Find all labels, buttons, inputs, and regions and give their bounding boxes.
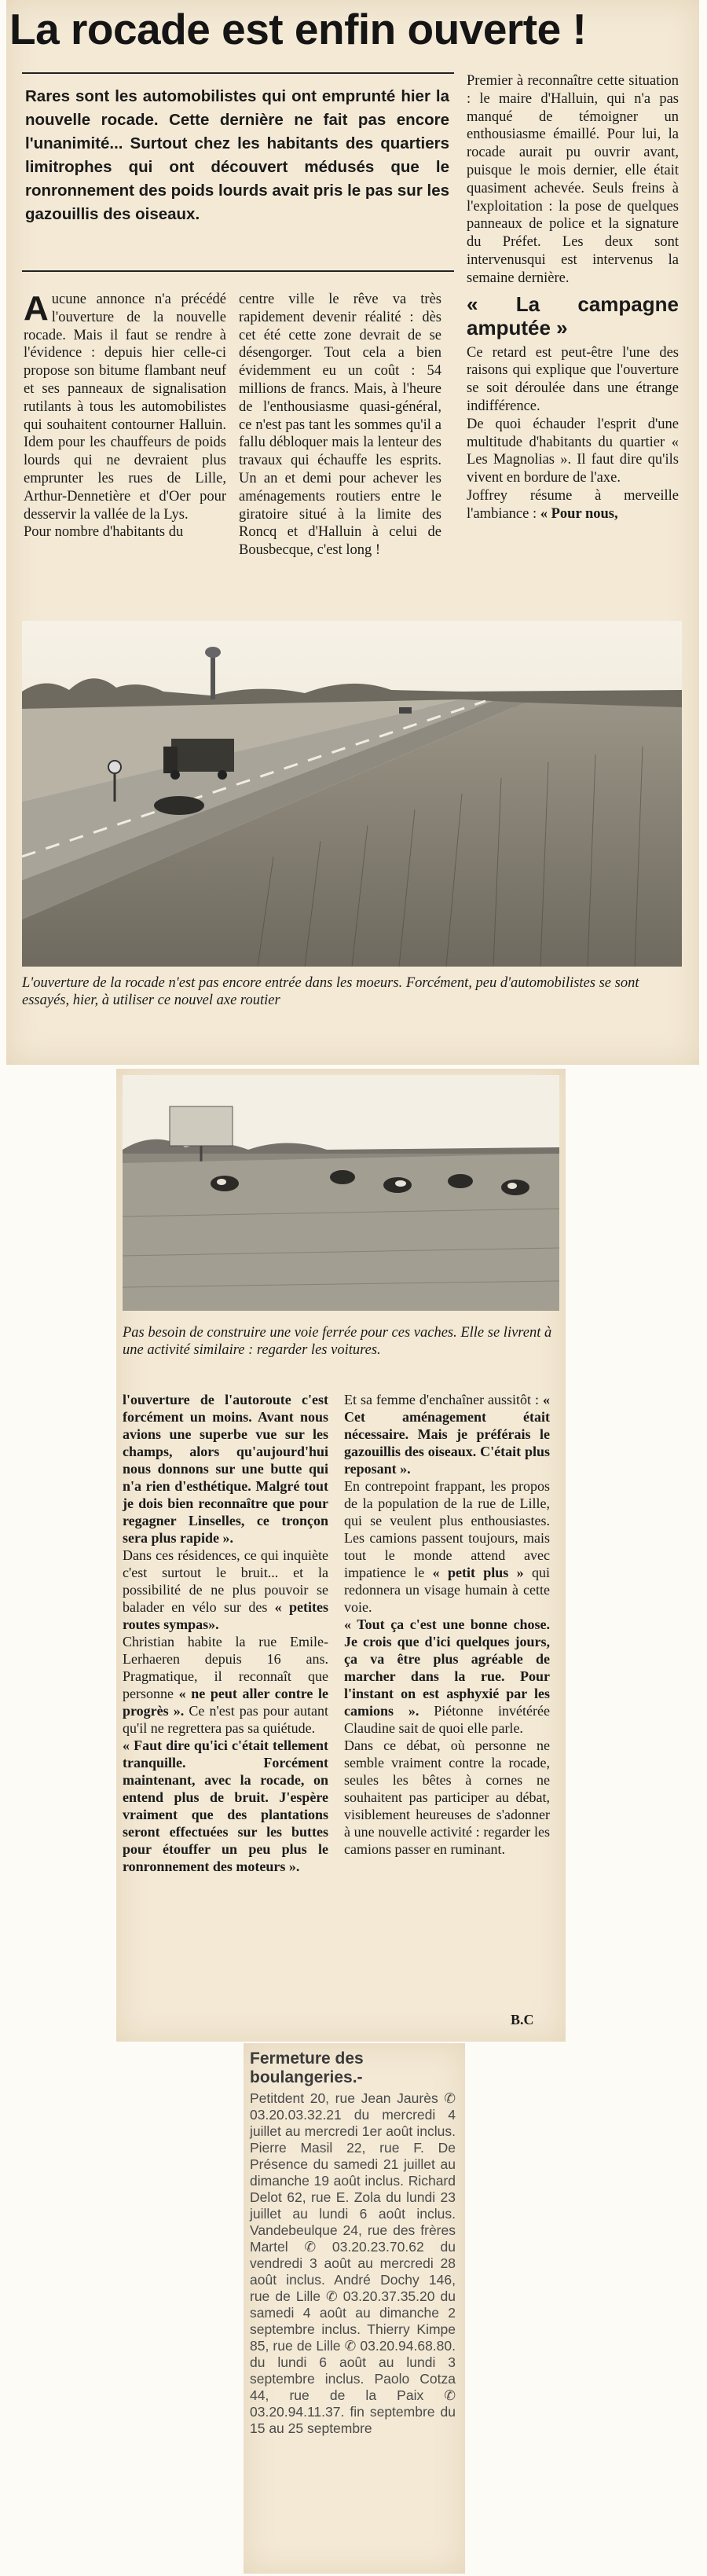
subhead: « La campagne amputée » bbox=[467, 292, 679, 339]
chapo-bottom-rule bbox=[22, 270, 454, 272]
col5-quote-1: « Cet aménagement était nécessaire. Mais je préférais le gazouillis des oiseaux. C'était plus reposant ». bbox=[344, 1392, 550, 1477]
column-4 bbox=[123, 1391, 328, 1875]
col5-quote-3: « Tout ça c'est une bonne chose. Je crois que d'ici quelques jours, ça va être plus agréable de marcher dans la rue. Pour l'instant on est asphyxié par les camions ». bbox=[344, 1616, 550, 1719]
column-2 bbox=[239, 291, 441, 560]
road-photo-caption: L'ouverture de la rocade n'est pas encore entrée dans les moeurs. Forcément, peu d'automobilistes se sont essayés, hier, à utiliser ce nouvel axe routier bbox=[22, 975, 639, 1008]
col3-text: Premier à reconnaître cette situation : le maire d'Halluin, qui n'a pas manqué de témoigner un enthousiasme émaillé. Pour lui, la rocade aurait pu ouvrir avant, puisque le mois dernier, elle était quasiment achevée. Seuls freins à l'exploitation : la pose de quelques panneaux de police et la signature du Préfet. Les deux sont intervenusqui est intervenus la semaine dernière. bbox=[467, 73, 679, 286]
col2-text: centre ville le rêve va très rapidement devenir réalité : dès cet été cette zone devrait de se désengorger. Tout cela a bien évidemment eu un coût : 54 millions de francs. Mais, à l'heure de l'enthousiasme quasi-général, ce n'est pas tant les sommes qu'il a fallu débloquer mais la lenteur des travaux qui échauffe les esprits. Un an et demi pour achever les aménagements routiers entre le giratoire situé à la limite des Roncq et d'Halluin à celui de Bousbecque, c'est long ! bbox=[239, 292, 441, 559]
brief-body: Petitdent 20, rue Jean Jaurès ✆ 03.20.03.32.21 du mercredi 4 juillet au mercredi 1er août inclus. Pierre Masil 22, rue F. De Présence du samedi 21 juillet au dimanche 19 août inclus. Richard Delot 62, rue E. Zola du lundi 23 juillet au lundi 6 août inclus. Vandebeulque 24, rue des frères Martel ✆ 03.20.23.70.62 du vendredi 3 août au mercredi 28 août inclus. André Dochy 146, rue de Lille ✆ 03.20.37.35.20 du samedi 4 août au dimanche 2 septembre inclus. Thierry Kimpe 85, rue de Lille ✆ 03.20.94.68.80. du lundi 6 août au lundi 3 septembre inclus. Paolo Cotza 44, rue de la Paix ✆ 03.20.94.11.37. fin septembre du 15 au 25 septembre bbox=[250, 2090, 456, 2436]
col4-quote-3: « ne peut aller contre le progrès ». bbox=[123, 1686, 328, 1719]
column-1 bbox=[24, 291, 226, 541]
col4-quote-1: l'ouverture de l'autoroute c'est forcément un moins. Avant nous avions une superbe vue sur les champs, alors qu'aujourd'hui nous donnons sur une butte qui n'a rien d'esthétique. Malgré tout je dois bien reconnaître que pour regagner Linselles, ce tronçon sera plus rapide ». bbox=[123, 1392, 328, 1546]
road-photo bbox=[22, 621, 682, 967]
road-photo-image bbox=[22, 621, 682, 967]
cows-photo bbox=[123, 1075, 559, 1311]
col4-text-1: Dans ces résidences, ce qui inquiète c'est surtout le bruit... et la possibilité de ne plus pouvoir se balader en vélo sur des bbox=[123, 1547, 328, 1615]
col3-text2: Ce retard est peut-être l'une des raisons qui explique que l'ouverture se soit déroulée dans une étrange indifférence. bbox=[467, 344, 679, 414]
chapo: Rares sont les automobilistes qui ont emprunté hier la nouvelle rocade. Cette dernière ne fait pas encore l'unanimité... Surtout chez les habitants des quartiers limitrophes qui ont découvert médusés que le ronronnement des poids lourds avait pris le pas sur les gazouillis des oiseaux. bbox=[25, 87, 449, 223]
col1-text: ucune annonce n'a précédé l'ouverture de la nouvelle rocade. Mais il faut se rendre à l'évidence : depuis hier celle-ci propose son bitume flambant neuf et ses panneaux de signalisation rutilants à tous les automobilistes qui souhaitent contourner Halluin. Idem pour les chauffeurs de poids lourds qui ne devraient plus emprunter les rues de Lille, Arthur-Dennetière et d'Oer pour desservir la vallée de la Lys. bbox=[24, 292, 226, 523]
drop-cap: A bbox=[24, 289, 49, 328]
col5-text-4: Piétonne invétérée Claudine sait de quoi elle parle. bbox=[344, 1703, 551, 1736]
col5-text-2: En contrepoint frappant, les propos de la population de la rue de Lille, qui se veulent plus enthousiastes. Les camions passent toujours, mais tout le monde attend avec impatience le bbox=[344, 1478, 550, 1580]
cows-photo-caption: Pas besoin de construire une voie ferrée pour ces vaches. Elle se livrent à une activité similaire : regarder les voitures. bbox=[123, 1325, 552, 1358]
col4-quote-4: « Faut dire qu'ici c'était tellement tranquille. Forcément maintenant, avec la rocade, on entend plus de bruit. J'espère vraiment que des plantations seront effectuées sur les buttes pour étouffer un peu plus le ronronnement des moteurs ». bbox=[123, 1738, 328, 1874]
col4-text-2: Christian habite la rue Emile-Lerhaeren depuis 16 ans. Pragmatique, il reconnaît que personne bbox=[123, 1634, 328, 1701]
column-3 bbox=[467, 72, 679, 523]
col5-text-5: Dans ce débat, où personne ne semble vraiment contre la rocade, seules les bêtes à cornes ne souhaitent pas participer au débat, visiblement heureuses de s'adonner à une nouvelle activité : regarder les camions passer en ruminant. bbox=[344, 1738, 550, 1857]
col5-text-1: Et sa femme d'enchaîner aussitôt : bbox=[344, 1392, 543, 1407]
article-clipping bbox=[6, 0, 699, 1065]
cows-clipping bbox=[116, 1069, 566, 2042]
col4-quote-2: « petites routes sympas». bbox=[123, 1599, 329, 1632]
brief-title: Fermeture des boulangeries.- bbox=[250, 2049, 364, 2086]
col4-text-3: Ce n'est pas pour autant qu'il ne regrettera pas sa quiétude. bbox=[123, 1703, 328, 1736]
column-5 bbox=[344, 1391, 550, 1858]
signature: B.C bbox=[511, 2012, 534, 2027]
col5-quote-2: « petit plus » bbox=[432, 1565, 524, 1580]
col3-text3: De quoi échauder l'esprit d'une multitude d'habitants du quartier « Les Magnolias ». Il faut dire qu'ils vivent en bordure de l'axe. bbox=[467, 416, 679, 486]
col5-text-3: qui redonnera un visage humain à cette voie. bbox=[344, 1565, 550, 1615]
cows-photo-image bbox=[123, 1075, 559, 1311]
col1-text2: Pour nombre d'habitants du bbox=[24, 524, 184, 541]
chapo-top-rule bbox=[22, 72, 454, 74]
headline: La rocade est enfin ouverte ! bbox=[9, 5, 587, 53]
col3-quote: « Pour nous, bbox=[540, 505, 618, 522]
brief-clipping bbox=[244, 2043, 465, 2574]
col3-text4: Joffrey résume à merveille l'ambiance : bbox=[467, 487, 679, 522]
